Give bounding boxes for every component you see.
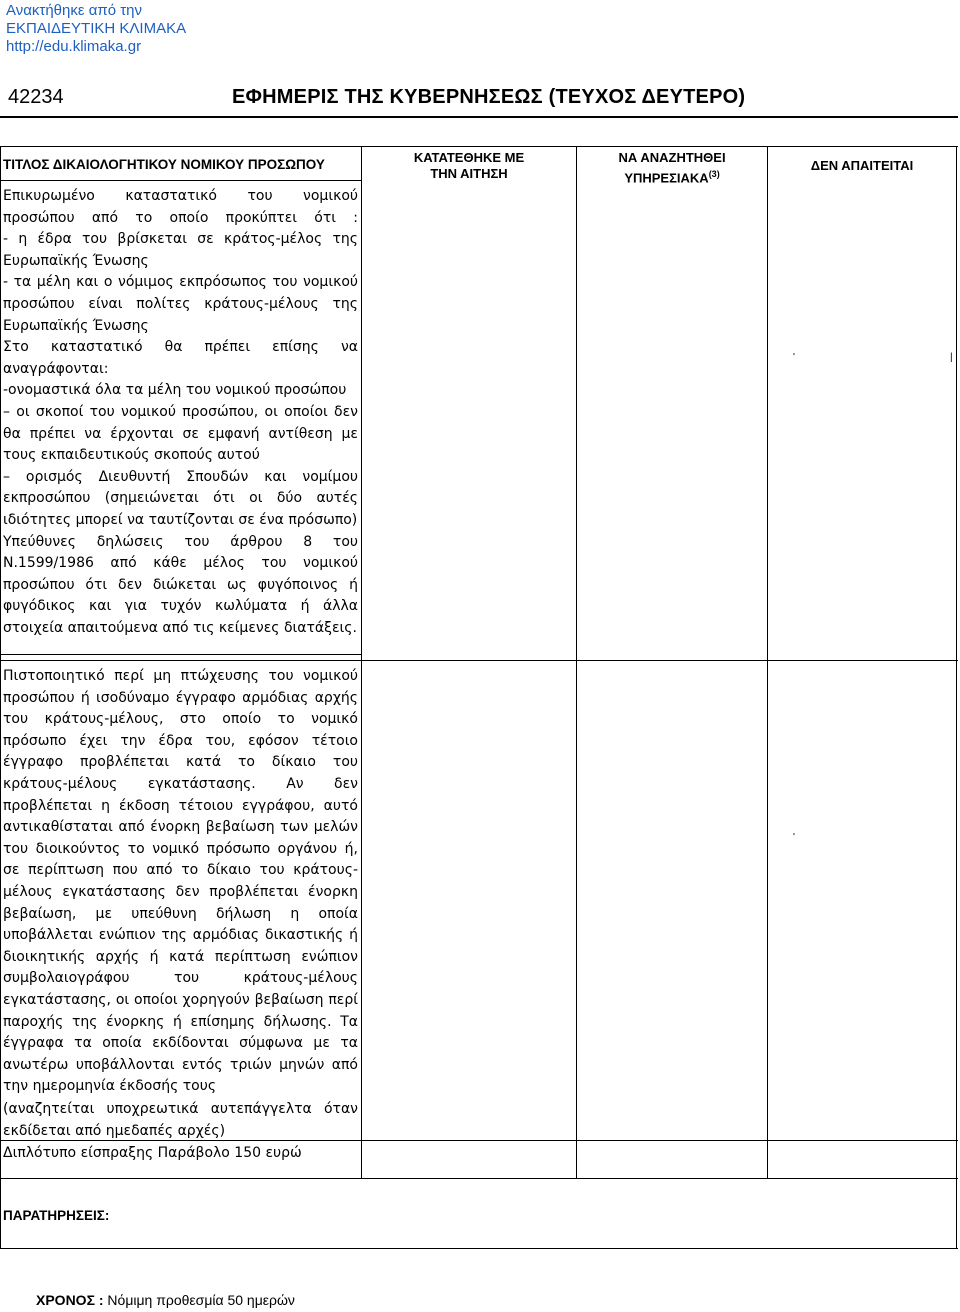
row3-bottom-border xyxy=(0,1178,958,1179)
col-header-search-line2: ΥΠΗΡΕΣΙΑΚΑ xyxy=(624,170,709,186)
tick-mark: | xyxy=(950,352,953,363)
footer-label: ΧΡΟΝΟΣ : xyxy=(36,1292,104,1308)
row1-line: - τα μέλη και ο νόμιμος εκπρόσωπος του νομικού xyxy=(3,274,358,291)
gazette-title: ΕΦΗΜΕΡΙΣ ΤΗΣ ΚΥΒΕΡΝΗΣΕΩΣ (ΤΕΥΧΟΣ ΔΕΥΤΕΡΟ) xyxy=(232,86,746,108)
col-header-search xyxy=(577,150,767,186)
row1-description xyxy=(3,186,358,639)
row1-line: Ευρωπαϊκής Ένωσης xyxy=(3,252,149,269)
col-header-not-required: ΔΕΝ ΑΠΑΙΤΕΙΤΑΙ xyxy=(810,158,914,173)
row1-line: στοιχεία απαιτούμενα από τις κείμενες διατάξεις. xyxy=(3,619,357,636)
remarks-bottom-border xyxy=(0,1248,958,1249)
row2-line: σε περίπτωση που από το δίκαιο του κράτους- xyxy=(3,862,358,879)
header-rule xyxy=(0,116,958,118)
row2-note xyxy=(3,1099,358,1142)
col-header-title: ΤΙΤΛΟΣ ΔΙΚΑΙΟΛΟΓΗΤΙΚΟΥ ΝΟΜΙΚΟΥ ΠΡΟΣΩΠΟΥ xyxy=(3,157,325,172)
row2-line: εγκατάστασης, οι οποίοι χορηγούν βεβαίωση περί xyxy=(3,991,358,1008)
row2-line: παροχής της ένορκης ή επίσημης δήλωσης. Τα xyxy=(3,1013,358,1030)
tick-mark: ' xyxy=(793,352,795,363)
row1-line: Ν.1599/1986 από κάθε μέλος του νομικού xyxy=(3,555,358,572)
row2-line: προσώπου ή ισοδύναμο έγγραφο αρμόδιας αρχής xyxy=(3,689,358,706)
row1-line: ιδιότητες μπορεί να ταυτίζονται σε ένα πρόσωπο) xyxy=(3,511,358,528)
row2-line: του κράτους-μέλους, στο οποίο το νομικό xyxy=(3,711,358,728)
row1-line: Στο καταστατικό θα πρέπει επίσης να xyxy=(3,339,358,356)
header-bottom-border xyxy=(0,180,362,181)
source-line-2: ΕΚΠΑΙΔΕΥΤΙΚΗ ΚΛΙΜΑΚΑ xyxy=(6,20,187,37)
row2-line: προβλέπεται η έκδοση τέτοιου εγγράφου, αυτό xyxy=(3,797,358,814)
row1-line: Επικυρωμένο καταστατικό του νομικού xyxy=(3,188,358,204)
row1-line: αναγράφονται: xyxy=(3,360,109,377)
remarks-label: ΠΑΡΑΤΗΡΗΣΕΙΣ: xyxy=(3,1208,110,1223)
row1-line: – οι σκοποί του νομικού προσώπου, οι οποίοι δεν xyxy=(3,403,358,420)
page-number: 42234 xyxy=(8,86,64,108)
row2-line: αντικαθίσταται από ένορκη βεβαίωση των μελών xyxy=(3,819,358,836)
col-header-search-line1: ΝΑ ΑΝΑΖΗΤΗΘΕΙ xyxy=(618,150,726,165)
remarks-right-border xyxy=(956,1178,957,1248)
col1-right-border xyxy=(361,146,362,1178)
row1-line: φυγόδικος και για τυχόν κωλύματα ή άλλα xyxy=(3,598,358,615)
tick-mark: ' xyxy=(793,832,795,843)
row1-line: Ευρωπαϊκής Ένωσης xyxy=(3,317,149,334)
col-header-submitted-line1: ΚΑΤΑΤΕΘΗΚΕ ΜΕ xyxy=(413,150,525,165)
row2-line: κράτους-μέλους εγκατάστασης. Αν δεν xyxy=(3,775,358,792)
row2b-line: (αναζητείται υποχρεωτικά αυτεπάγγελτα όταν xyxy=(3,1101,358,1117)
row2-line: διοικητικής αρχής ή κατά περίπτωση ενώπιον xyxy=(3,948,358,965)
row1-line: -ονομαστικά όλα τα μέλη του νομικού προσώπου xyxy=(3,382,347,399)
source-note xyxy=(6,2,186,56)
row1-line: προσώπου είναι πολίτες κράτους-μέλους της xyxy=(3,295,358,312)
row2-line: Πιστοποιητικό περί μη πτώχευσης του νομικού xyxy=(3,668,358,684)
row2-line: ανωτέρω υποβάλλονται εντός τριών μηνών από xyxy=(3,1056,358,1073)
row2-line: την ημερομηνία έκδοσής τους xyxy=(3,1078,217,1095)
source-url[interactable]: http://edu.klimaka.gr xyxy=(6,38,142,55)
row1b-bottom-border xyxy=(0,660,958,661)
col1-left-border xyxy=(0,146,1,1248)
col-header-submitted xyxy=(362,150,576,182)
col4-right-border xyxy=(956,146,957,1178)
row1-line: προσώπου από το οποίο προκύπτει ότι : xyxy=(3,209,358,226)
row2-line: βεβαίωση, με υπεύθυνη δήλωση η οποία xyxy=(3,905,358,922)
row1-line: Υπεύθυνες δηλώσεις του άρθρου 8 του xyxy=(3,533,358,550)
row2-line: μέλους εγκατάστασης δεν προβλέπεται ένορκη xyxy=(3,883,358,900)
table-top-border xyxy=(0,146,958,147)
col2-right-border xyxy=(576,146,577,1178)
row1-line: - η έδρα του βρίσκεται σε κράτος-μέλος της xyxy=(3,231,358,248)
row2-description xyxy=(3,666,358,1098)
row1-line: τους εκπαιδευτικούς σκοπούς αυτού xyxy=(3,447,260,464)
row1-line: προσώπου ότι δεν διώκεται ως φυγόποινος ή xyxy=(3,576,358,593)
col-header-submitted-line2: ΤΗΝ ΑΙΤΗΣΗ xyxy=(430,166,508,181)
row3-description xyxy=(3,1143,358,1165)
row1-line: θα πρέπει να έρχονται σε εμφανή αντίθεση με xyxy=(3,425,358,442)
row2b-line: εκδίδεται από ημεδαπές αρχές) xyxy=(3,1122,226,1139)
row2-line: έγγραφα τα οποία εκδίδονται σύμφωνα με τα xyxy=(3,1035,358,1052)
col-header-search-footnote: (3) xyxy=(708,169,720,179)
row3-text: Διπλότυπο είσπραξης Παράβολο 150 ευρώ xyxy=(3,1145,302,1161)
row2-line: έγγραφο προβλέπεται κατά το δίκαιο του xyxy=(3,754,358,771)
deadline-footer xyxy=(36,1292,295,1308)
footer-text: Νόμιμη προθεσμία 50 ημερών xyxy=(107,1292,295,1308)
row1-line: εκπροσώπου (σημειώνεται ότι οι δύο αυτές xyxy=(3,490,358,507)
row2-line: υποβάλλεται ενώπιον της αρμόδιας δικαστικής ή xyxy=(3,927,358,944)
row1-bottom-border xyxy=(0,654,362,655)
row2-line: πρόσωπο έχει την έδρα του, εφόσον τέτοιο xyxy=(3,732,358,749)
row2-line: συμβολαιογράφου του κράτους-μέλους xyxy=(3,970,358,987)
col3-right-border xyxy=(767,146,768,1178)
row2-line: του διοικούντος το νομικό πρόσωπο οργάνου ή, xyxy=(3,840,358,857)
row1-line: – ορισμός Διευθυντή Σπουδών και νομίμου xyxy=(3,468,358,485)
source-line-1: Ανακτήθηκε από την xyxy=(6,2,143,19)
